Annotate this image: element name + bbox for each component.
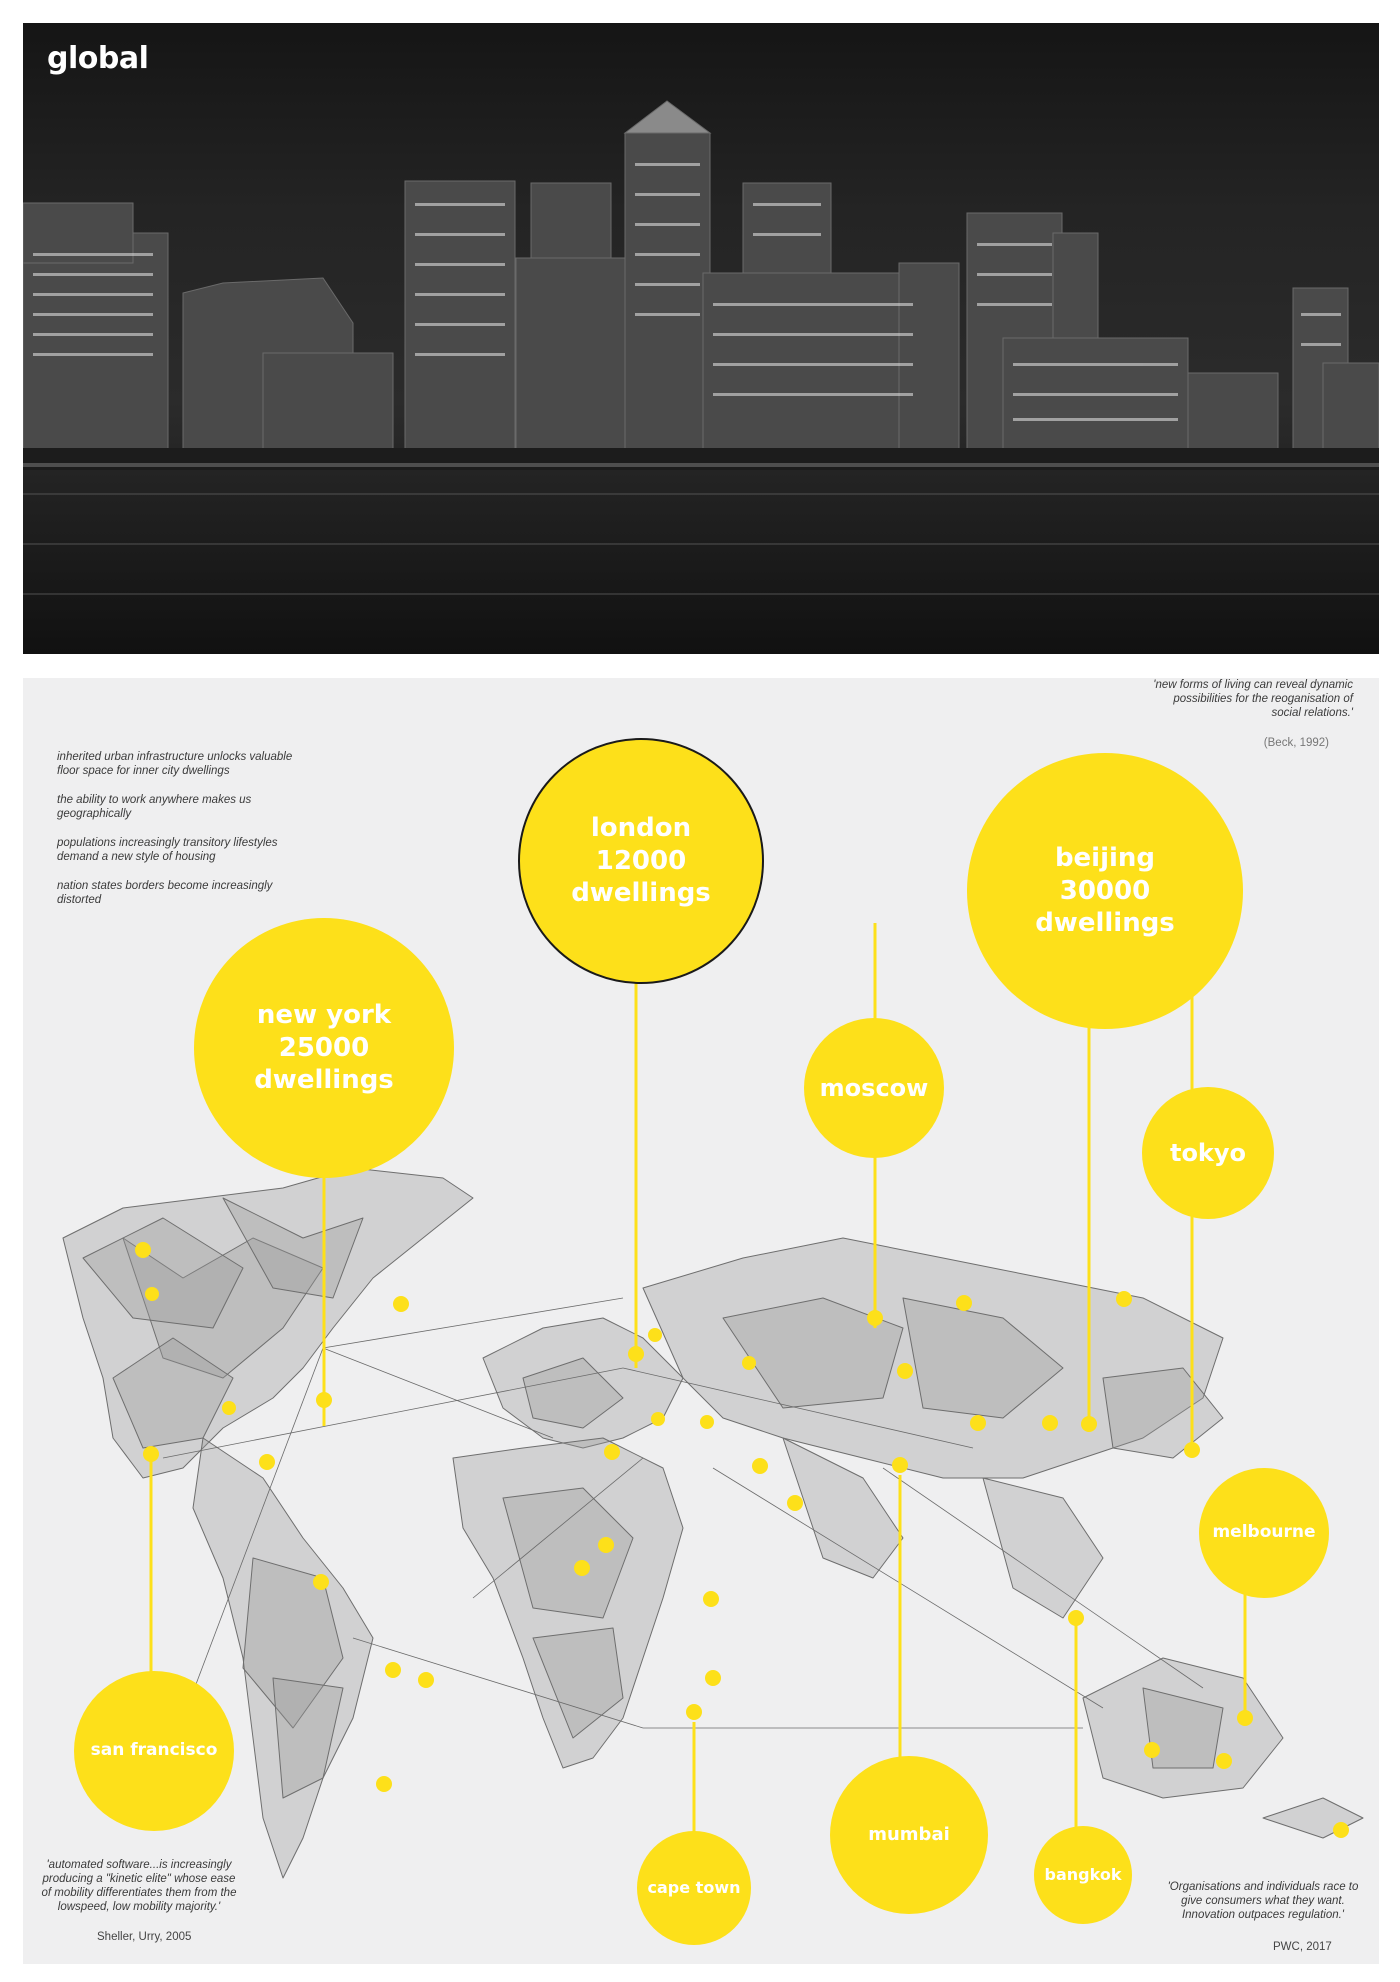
city-name-beijing: beijing <box>1054 843 1156 874</box>
city-circle-beijing <box>967 753 1243 1029</box>
page-title: global <box>47 41 149 76</box>
quote-pwc-source: PWC, 2017 <box>1273 1941 1332 1953</box>
city-circle-san-francisco <box>74 1671 234 1831</box>
skyline-illustration <box>23 23 1379 654</box>
city-name-moscow: moscow <box>819 1074 929 1102</box>
city-name-new-york: new york <box>256 1000 392 1031</box>
city-unit-london: dwellings <box>571 878 711 909</box>
city-name-tokyo: tokyo <box>1169 1139 1247 1167</box>
city-circle-melbourne <box>1199 1468 1329 1598</box>
city-circle-moscow <box>804 1018 944 1158</box>
city-name-san-francisco: san francisco <box>90 1740 218 1761</box>
city-circle-mumbai <box>830 1756 988 1914</box>
quote-pwc: 'Organisations and individuals race to give consumers what they want. Innovation outpaces regulation.' <box>1167 1881 1359 1921</box>
skyline-photo <box>23 23 1379 654</box>
city-circle-new-york <box>194 918 454 1178</box>
city-name-mumbai: mumbai <box>868 1823 950 1845</box>
quote-sheller-urry: 'automated software...is increasingly producing a "kinetic elite" whose ease of mobility differentiates them from the lowspeed, low mobility majority.' <box>41 1859 237 1913</box>
city-name-cape-town: cape town <box>647 1878 741 1897</box>
city-count-london: 12000 <box>595 845 687 876</box>
city-circle-london <box>518 738 764 984</box>
note-transitory: populations increasingly transitory lifestyles demand a new style of housing <box>57 837 278 863</box>
city-count-new-york: 25000 <box>278 1032 370 1063</box>
city-name-london: london <box>590 813 692 844</box>
city-circle-bangkok <box>1034 1826 1132 1924</box>
quote-sheller-urry-source: Sheller, Urry, 2005 <box>97 1931 192 1943</box>
note-infrastructure: inherited urban infrastructure unlocks valuable floor space for inner city dwellings <box>57 751 293 777</box>
city-name-melbourne: melbourne <box>1212 1522 1316 1543</box>
note-borders: nation states borders become increasingly distorted <box>57 880 273 906</box>
note-work-anywhere: the ability to work anywhere makes us geographically <box>57 794 252 820</box>
city-name-bangkok: bangkok <box>1044 1865 1122 1884</box>
city-count-beijing: 30000 <box>1059 875 1151 906</box>
city-circle-tokyo <box>1142 1087 1274 1219</box>
world-map-panel <box>23 678 1379 1964</box>
city-circle-cape-town <box>637 1831 751 1945</box>
city-unit-new-york: dwellings <box>254 1065 394 1096</box>
city-unit-beijing: dwellings <box>1035 908 1175 939</box>
quote-beck: 'new forms of living can reveal dynamic possibilities for the reoganisation of social relations.' <box>1153 679 1353 719</box>
quote-beck-source: (Beck, 1992) <box>1263 737 1329 749</box>
